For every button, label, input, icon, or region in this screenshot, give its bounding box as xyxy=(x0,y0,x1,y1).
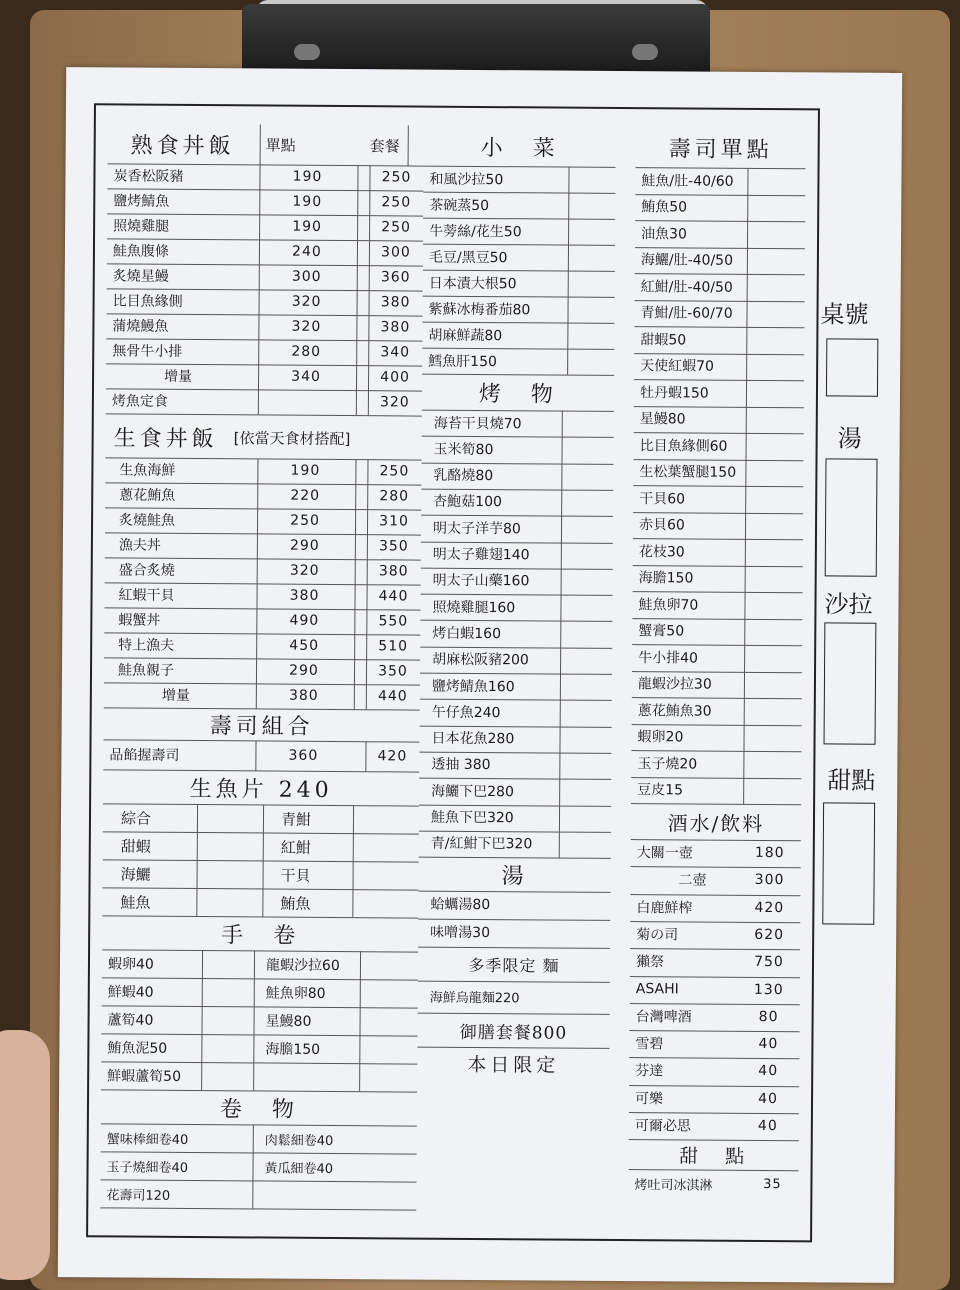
section-title-grill: 烤 物 xyxy=(478,381,558,408)
price-single: 280 xyxy=(291,343,322,360)
label-dessert: 甜點 xyxy=(827,766,876,795)
drink-name: 芬達 xyxy=(635,1063,664,1080)
sashimi-item: 紅魽 xyxy=(280,838,311,857)
dessert-item: 烤吐司冰淇淋 xyxy=(634,1177,713,1194)
drink-name: 雪碧 xyxy=(635,1036,664,1053)
sushi-item: 牛小排40 xyxy=(638,649,699,667)
grill-item: 玉米筍80 xyxy=(433,441,494,458)
sushi-item: 海鱺/肚-40/50 xyxy=(640,252,734,269)
grill-item: 透抽 380 xyxy=(431,757,491,774)
today-special-title: 本日限定 xyxy=(467,1053,560,1077)
column-divider xyxy=(365,741,366,771)
price-set: 250 xyxy=(381,219,412,236)
price-set: 440 xyxy=(377,688,408,705)
price-single: 300 xyxy=(291,268,322,285)
dish-name: 增量 xyxy=(164,368,193,385)
sushi-item: 蟹膏50 xyxy=(638,623,685,640)
sashimi-item: 鮭魚 xyxy=(120,892,151,912)
salad-box xyxy=(824,622,877,744)
roll-item: 花壽司120 xyxy=(106,1187,171,1204)
grill-item: 日本花魚280 xyxy=(431,730,515,748)
drink-price: 750 xyxy=(754,954,784,971)
price-set: 350 xyxy=(378,663,408,680)
sushi-item: 天使紅蝦70 xyxy=(640,358,715,375)
hand-thumb xyxy=(0,1030,50,1280)
price-single: 380 xyxy=(289,587,320,604)
column-divider xyxy=(255,740,256,770)
section-title-roll: 卷 物 xyxy=(219,1096,299,1123)
price-single: 190 xyxy=(292,193,323,210)
dish-name: 烤魚定食 xyxy=(111,393,168,410)
sushi-item: 紅魽/肚-40/50 xyxy=(640,278,733,296)
label-salad: 沙拉 xyxy=(824,590,873,619)
sashimi-item: 海鱺 xyxy=(120,864,151,884)
combo-item: 品餡握壽司 xyxy=(109,747,180,764)
sashimi-item: 綜合 xyxy=(120,808,152,828)
grill-item: 明太子山藥160 xyxy=(432,572,530,590)
price-set: 550 xyxy=(378,613,409,630)
section-title-dessert: 甜 點 xyxy=(679,1145,749,1168)
price-single: 380 xyxy=(288,687,319,704)
price-set: 340 xyxy=(380,344,411,361)
handroll-item: 鮪魚泥50 xyxy=(107,1040,168,1057)
price-set: 250 xyxy=(379,463,410,480)
price-set: 300 xyxy=(381,244,411,261)
sushi-item: 生松葉蟹腿150 xyxy=(639,464,737,481)
price-set: 380 xyxy=(378,563,409,580)
grill-item: 照燒雞腿160 xyxy=(432,599,516,616)
handroll-item: 龍蝦沙拉60 xyxy=(265,957,340,975)
price-set: 400 xyxy=(380,369,410,386)
price-single: 290 xyxy=(289,662,319,679)
side-item: 紫蘇冰梅番茄80 xyxy=(428,301,531,318)
section-title-combo: 壽司組合 xyxy=(209,713,314,740)
roll-item: 黃瓜細卷40 xyxy=(264,1161,334,1177)
price-set: 320 xyxy=(379,394,410,411)
handroll-item: 星鰻80 xyxy=(265,1013,312,1030)
section-title-noodle: 多季限定 麵 xyxy=(468,955,560,976)
sashimi-item: 甜蝦 xyxy=(120,836,151,856)
set-meal-title: 御膳套餐800 xyxy=(459,1022,568,1044)
side-item: 日本漬大根50 xyxy=(428,275,517,292)
raw-note: [依當天食材搭配] xyxy=(233,428,351,448)
section-title-drinks: 酒水/飲料 xyxy=(667,810,765,836)
price-single xyxy=(266,389,346,414)
price-set: 350 xyxy=(378,538,409,555)
combo-price-set: 420 xyxy=(377,748,408,765)
price-single: 340 xyxy=(291,368,321,385)
grill-item: 海鱺下巴280 xyxy=(431,783,514,800)
grill-item: 明太子雞翅140 xyxy=(432,546,530,564)
price-single: 490 xyxy=(289,612,320,629)
grill-item: 烤白蝦160 xyxy=(432,625,502,643)
noodle-item: 海鮮烏龍麵220 xyxy=(429,990,520,1006)
dish-name: 紅蝦干貝 xyxy=(118,587,175,604)
drink-name: 獺祭 xyxy=(635,954,665,971)
drink-name: ASAHI xyxy=(635,980,679,997)
drink-price: 130 xyxy=(753,981,784,998)
drink-price: 40 xyxy=(758,1036,779,1053)
section-title-side: 小 菜 xyxy=(480,135,559,162)
price-single: 220 xyxy=(290,487,321,504)
price-set: 250 xyxy=(381,169,412,186)
clip-rivet xyxy=(632,44,658,60)
sushi-item: 鮭魚/肚-40/60 xyxy=(641,172,734,190)
dish-name: 炙燒星鰻 xyxy=(112,268,169,285)
section-title-raw: 生食丼飯 xyxy=(113,425,218,452)
sushi-item: 牡丹蝦150 xyxy=(639,384,709,402)
dish-name: 漁夫丼 xyxy=(118,537,161,554)
roll-item: 肉鬆細卷40 xyxy=(264,1133,334,1149)
drink-price: 40 xyxy=(757,1117,778,1135)
drink-name: 可樂 xyxy=(634,1090,664,1107)
grill-item: 明太子洋芋80 xyxy=(432,520,521,537)
price-single: 320 xyxy=(291,318,322,335)
sushi-item: 比目魚緣側60 xyxy=(639,437,728,455)
handroll-item: 鮮蝦40 xyxy=(107,984,154,1001)
table-number-box xyxy=(826,338,878,396)
drink-price: 300 xyxy=(754,872,785,889)
section-title-sashimi: 生魚片 240 xyxy=(189,776,333,803)
dish-name: 鹽烤鯖魚 xyxy=(113,193,170,210)
dish-name: 蔥花鮪魚 xyxy=(119,487,176,504)
dessert-price: 35 xyxy=(763,1176,782,1192)
soup-item: 蛤蠣湯80 xyxy=(430,896,491,914)
dish-name: 生魚海鮮 xyxy=(119,462,176,479)
drink-price: 80 xyxy=(758,1008,779,1025)
drink-name: 台灣啤酒 xyxy=(635,1008,692,1026)
sushi-item: 海膽150 xyxy=(638,570,694,587)
dish-name: 照燒雞腿 xyxy=(113,218,170,235)
drink-name: 菊の司 xyxy=(636,926,679,944)
price-single: 320 xyxy=(291,293,322,310)
side-item: 鱈魚肝150 xyxy=(428,353,497,370)
roll-item: 玉子燒細卷40 xyxy=(106,1159,189,1176)
sushi-item: 干貝60 xyxy=(639,490,686,507)
sushi-item: 豆皮15 xyxy=(637,782,684,799)
sushi-item: 星鰻80 xyxy=(639,411,686,428)
handroll-item: 蘆筍40 xyxy=(107,1012,154,1029)
clip-rivet xyxy=(294,44,320,60)
sushi-item: 油魚30 xyxy=(641,225,687,242)
dessert-box xyxy=(822,802,875,924)
sushi-item: 蝦卵20 xyxy=(637,729,684,746)
section-title-handroll: 手 卷 xyxy=(221,922,300,949)
soup-item: 味噌湯30 xyxy=(430,924,491,942)
dish-name: 蒲燒鰻魚 xyxy=(112,318,169,335)
dish-name: 比目魚緣側 xyxy=(112,293,183,310)
dish-name: 增量 xyxy=(161,687,190,704)
price-single: 240 xyxy=(292,243,322,260)
label-soup: 湯 xyxy=(837,424,862,453)
price-set: 360 xyxy=(380,269,411,286)
price-single: 320 xyxy=(289,562,320,579)
dish-name: 特上漁夫 xyxy=(118,637,175,654)
grill-item: 乳酪燒80 xyxy=(433,467,494,485)
section-title-hot: 熟食丼飯 xyxy=(130,133,235,159)
sashimi-item: 干貝 xyxy=(280,866,311,885)
price-single: 190 xyxy=(292,168,323,185)
side-item: 牛蒡絲/花生50 xyxy=(429,223,522,240)
soup-box xyxy=(825,458,878,576)
drink-name: 可爾必思 xyxy=(634,1118,691,1135)
handroll-item: 蝦卵40 xyxy=(107,956,154,973)
side-item: 毛豆/黑豆50 xyxy=(428,249,508,266)
drink-price: 40 xyxy=(758,1090,779,1107)
dish-name: 炭香松阪豬 xyxy=(113,168,184,185)
handroll-item: 鮮蝦蘆筍50 xyxy=(107,1068,182,1085)
header-single: 單點 xyxy=(265,135,296,155)
sashimi-item: 鮪魚 xyxy=(280,894,311,913)
menu-sheet xyxy=(58,67,902,1283)
drink-price: 40 xyxy=(758,1063,779,1080)
price-single: 290 xyxy=(289,537,320,554)
roll-item: 蟹味棒細卷40 xyxy=(106,1131,189,1148)
sushi-item: 玉子燒20 xyxy=(637,755,698,773)
label-table-number: 桌號 xyxy=(820,300,869,329)
side-item: 茶碗蒸50 xyxy=(429,197,490,214)
sushi-item: 赤貝60 xyxy=(638,517,685,534)
grill-item: 胡麻松阪豬200 xyxy=(432,651,529,669)
drink-price: 420 xyxy=(754,899,785,916)
header-set: 套餐 xyxy=(369,136,400,155)
sushi-item: 鮪魚50 xyxy=(641,199,688,216)
sushi-item: 蔥花鮪魚30 xyxy=(637,702,712,720)
grill-item: 青/紅魽下巴320 xyxy=(430,835,533,853)
sushi-item: 鮭魚卵70 xyxy=(638,596,699,614)
dish-name: 無骨牛小排 xyxy=(112,343,183,360)
dish-name: 炙燒鮭魚 xyxy=(119,512,176,529)
price-set: 440 xyxy=(378,588,409,605)
handroll-item xyxy=(259,1062,415,1091)
drink-price: 620 xyxy=(754,926,785,944)
price-set: 280 xyxy=(379,488,410,505)
price-single: 450 xyxy=(289,637,320,654)
section-title-soup: 湯 xyxy=(501,863,528,889)
price-set: 250 xyxy=(381,194,412,211)
sushi-item: 甜蝦50 xyxy=(640,331,687,348)
drink-price: 180 xyxy=(754,844,785,862)
price-single: 190 xyxy=(292,218,323,235)
handroll-item: 鮭魚卵80 xyxy=(265,985,326,1002)
grill-item: 鹽烤鯖魚160 xyxy=(431,678,515,695)
price-set: 380 xyxy=(380,319,411,336)
dish-name: 鮭魚腹條 xyxy=(112,243,170,260)
grill-item: 午仔魚240 xyxy=(431,704,501,721)
price-set: 310 xyxy=(379,513,409,530)
grill-item: 海苔干貝燒70 xyxy=(433,415,522,432)
handroll-item: 海膽150 xyxy=(265,1041,321,1058)
drink-name: 白鹿鮮榨 xyxy=(636,899,693,917)
drink-name: 大關一壺 xyxy=(636,845,693,862)
drink-name: 二壺 xyxy=(678,872,707,889)
sushi-item: 龍蝦沙拉30 xyxy=(637,676,712,693)
dish-name: 盛合炙燒 xyxy=(118,562,175,579)
side-item: 胡麻鮮蔬80 xyxy=(428,327,503,344)
sushi-item: 花枝30 xyxy=(638,543,685,560)
sushi-item: 青魽/肚-60/70 xyxy=(640,305,733,322)
dish-name: 鮭魚親子 xyxy=(117,662,175,679)
grill-item: 杏鮑菇100 xyxy=(433,494,502,511)
price-single: 190 xyxy=(290,462,321,479)
grill-item: 鮭魚下巴320 xyxy=(430,809,514,827)
side-item: 和風沙拉50 xyxy=(429,171,504,188)
dish-name: 蝦蟹丼 xyxy=(118,612,161,629)
section-title-sushi: 壽司單點 xyxy=(668,136,773,163)
combo-price-single: 360 xyxy=(288,747,319,764)
sashimi-item: 青魽 xyxy=(280,810,312,829)
price-set: 380 xyxy=(380,294,411,311)
price-set: 510 xyxy=(378,638,409,655)
price-single: 250 xyxy=(290,512,320,529)
